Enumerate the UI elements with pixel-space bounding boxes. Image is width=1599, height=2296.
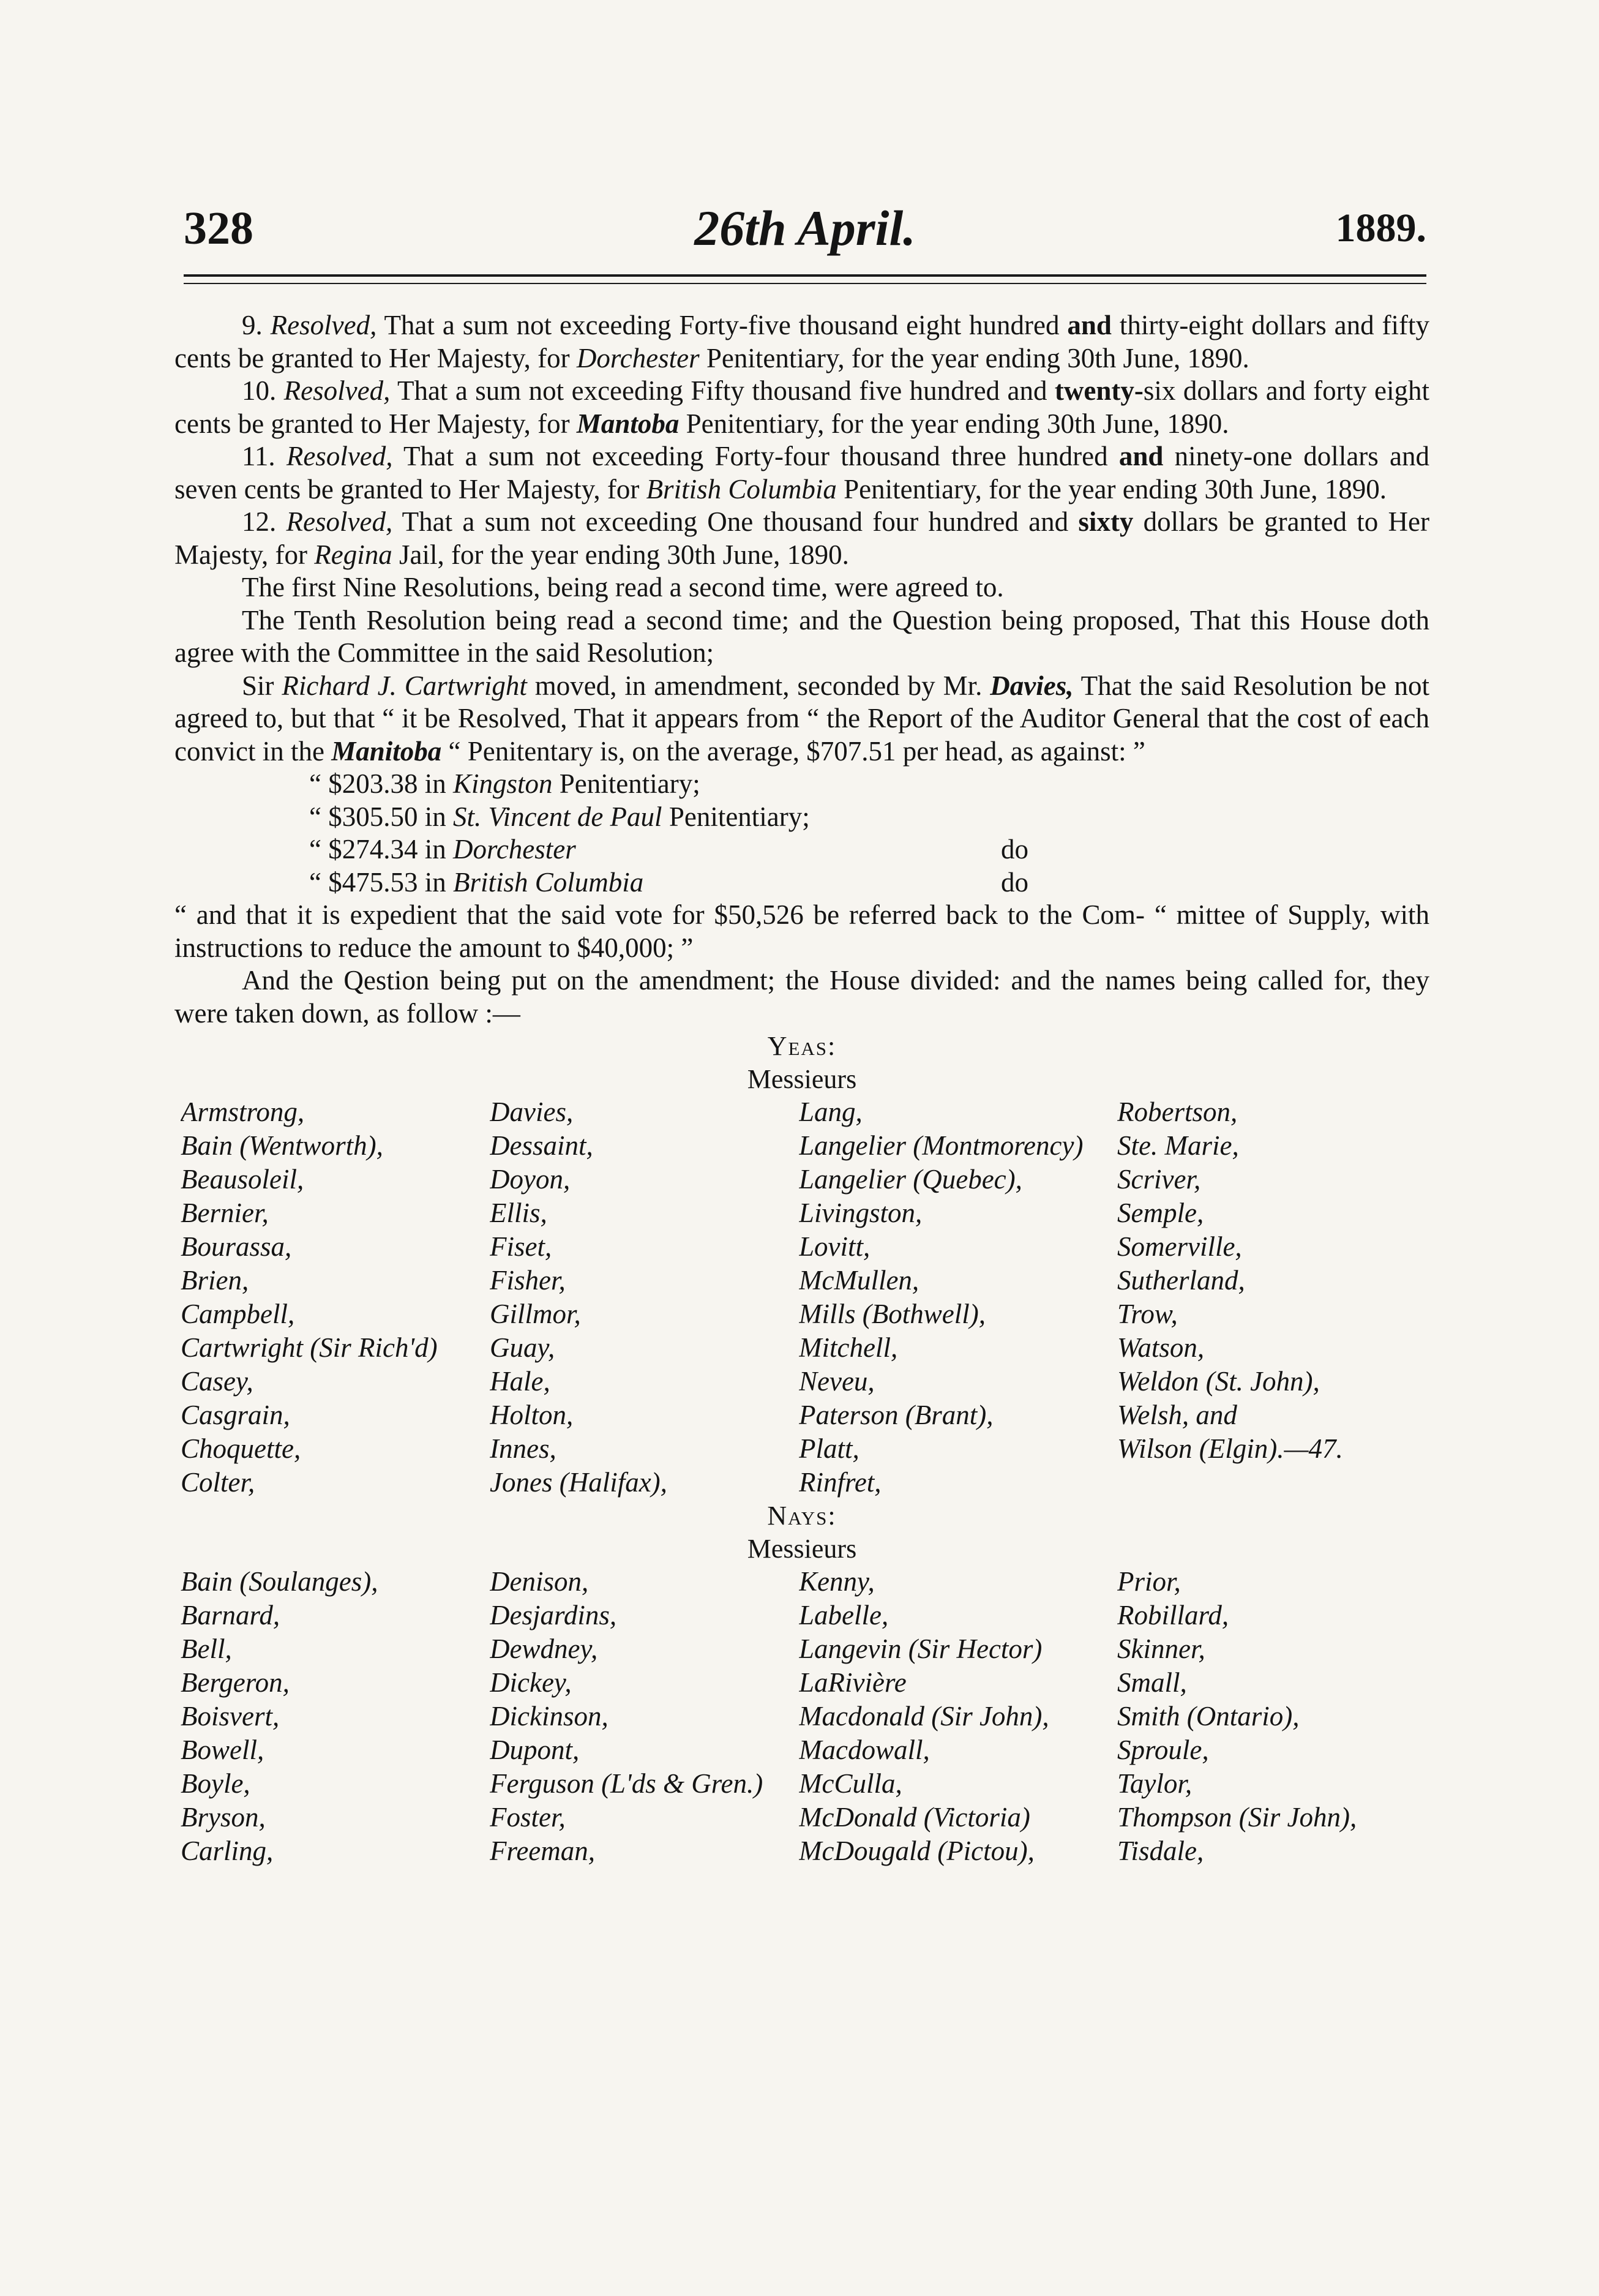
member-name: Desjardins,	[490, 1600, 617, 1630]
member-name: Boisvert,	[181, 1701, 280, 1731]
member-name: Prior,	[1117, 1566, 1181, 1597]
member-name: Bell,	[181, 1634, 232, 1664]
member-name: LaRivière	[799, 1667, 907, 1698]
member-name: Lang,	[799, 1097, 863, 1127]
cost-st-vincent: “ $305.50 in St. Vincent de Paul Penitentiary;	[309, 801, 810, 832]
member-name: Bowell,	[181, 1735, 264, 1765]
member-name: Fisher,	[490, 1265, 566, 1296]
member-name: Fiset,	[490, 1231, 552, 1262]
page-number: 328	[184, 203, 253, 254]
member-name: Holton,	[490, 1400, 574, 1430]
member-name: Semple,	[1117, 1198, 1204, 1228]
member-name: Mills (Bothwell),	[799, 1299, 986, 1329]
member-name: Beausoleil,	[181, 1164, 304, 1195]
resolution-10: 10. Resolved, That a sum not exceeding Fifty thousand five hundred and twenty-six dollars and forty eight cents be granted to Her Majesty, for Mantoba Penitentiary, for the year ending 30th June, 1890.	[174, 375, 1429, 439]
member-name: Platt,	[799, 1433, 859, 1464]
member-name: Colter,	[181, 1467, 255, 1498]
yeas-heading: Yeas:	[767, 1031, 837, 1061]
nays-heading: Nays:	[767, 1501, 837, 1531]
member-name: Dewdney,	[490, 1634, 598, 1664]
member-name: Barnard,	[181, 1600, 280, 1630]
member-name: Weldon (St. John),	[1117, 1366, 1320, 1397]
member-name: Langelier (Quebec),	[799, 1164, 1022, 1195]
para-amendment: Sir Richard J. Cartwright moved, in amendment, seconded by Mr. Davies, That the said Resolution be not agreed to, but that “ it be Resolved, That it appears from “ the Report of the Auditor General that the cost of each convict in the Manitoba “ Penitentary is, on the average, $707.51 per head, as against: ”	[174, 670, 1430, 767]
member-name: McCulla,	[799, 1768, 902, 1799]
para-first-nine: The first Nine Resolutions, being read a second time, were agreed to.	[242, 572, 1004, 602]
para-tenth: The Tenth Resolution being read a second time; and the Question being proposed, That this House doth agree with the Committee in the said Resolution;	[174, 604, 1429, 668]
member-name: Casey,	[181, 1366, 253, 1397]
member-name: Neveu,	[799, 1366, 875, 1397]
member-name: Guay,	[490, 1332, 555, 1363]
member-name: Innes,	[490, 1433, 556, 1464]
member-name: Bourassa,	[181, 1231, 292, 1262]
member-name: Dickey,	[490, 1667, 572, 1698]
member-name	[1117, 1466, 1436, 1499]
member-name: Bernier,	[181, 1198, 269, 1228]
member-name: Watson,	[1117, 1332, 1205, 1363]
member-name: Scriver,	[1117, 1164, 1201, 1195]
page-header	[184, 195, 1426, 262]
member-name: Taylor,	[1117, 1768, 1193, 1799]
para-expedient: “ and that it is expedient that the said vote for $50,526 be referred back to the Com- “ mittee of Supply, with instructions to reduce the amount to $40,000; ”	[174, 899, 1429, 963]
member-name: Bain (Soulanges),	[181, 1566, 378, 1597]
member-name: McDougald (Pictou),	[799, 1836, 1035, 1866]
member-name: Thompson (Sir John),	[1117, 1802, 1357, 1833]
member-name: Gillmor,	[490, 1299, 581, 1329]
member-name: Somerville,	[1117, 1231, 1242, 1262]
member-name: Langevin (Sir Hector)	[799, 1634, 1043, 1664]
member-name: Brien,	[181, 1265, 249, 1296]
member-name: Ellis,	[490, 1198, 547, 1228]
member-name: Mitchell,	[799, 1332, 898, 1363]
member-name: Denison,	[490, 1566, 589, 1597]
member-name: Robillard,	[1117, 1600, 1229, 1630]
member-name: Bergeron,	[181, 1667, 290, 1698]
resolution-11: 11. Resolved, That a sum not exceeding Forty-four thousand three hundred and ninety-one dollars and seven cents be granted to Her Majesty, for British Columbia Penitentiary, for the year ending 30th June, 1890.	[174, 441, 1430, 505]
member-name: Bain (Wentworth),	[181, 1130, 383, 1161]
member-name: Small,	[1117, 1667, 1187, 1698]
resolution-12: 12. Resolved, That a sum not exceeding One thousand four hundred and sixty dollars be granted to Her Majesty, for Regina Jail, for the year ending 30th June, 1890.	[174, 506, 1430, 570]
member-name: Cartwright (Sir Rich'd)	[181, 1332, 438, 1363]
member-name: Livingston,	[799, 1198, 923, 1228]
member-name: Paterson (Brant),	[799, 1400, 994, 1430]
member-name: Doyon,	[490, 1164, 571, 1195]
member-name: McMullen,	[799, 1265, 919, 1296]
member-name: Wilson (Elgin).—47.	[1117, 1433, 1343, 1464]
member-name: Casgrain,	[181, 1400, 290, 1430]
member-name: Bryson,	[181, 1802, 266, 1833]
member-name: Boyle,	[181, 1768, 250, 1799]
cost-dorchester: “ $274.34 in Dorchester do	[309, 834, 1028, 865]
member-name: Macdonald (Sir John),	[799, 1701, 1049, 1731]
resolution-9: 9. Resolved, That a sum not exceeding Forty-five thousand eight hundred and thirty-eight dollars and fifty cents be granted to Her Majesty, for Dorchester Penitentiary, for the year ending 30th June, 1890.	[174, 310, 1430, 373]
member-name: Jones (Halifax),	[490, 1467, 667, 1498]
member-name: Rinfret,	[799, 1467, 882, 1498]
member-name: McDonald (Victoria)	[799, 1802, 1030, 1833]
member-name: Dessaint,	[490, 1130, 593, 1161]
member-name: Langelier (Montmorency)	[799, 1130, 1084, 1161]
header-rule-thin	[184, 283, 1426, 284]
member-name: Armstrong,	[181, 1097, 305, 1127]
member-name: Foster,	[490, 1802, 566, 1833]
member-name: Smith (Ontario),	[1117, 1701, 1300, 1731]
header-date: 26th April.	[694, 200, 916, 256]
member-name: Kenny,	[799, 1566, 875, 1597]
member-name: Choquette,	[181, 1433, 301, 1464]
member-name: Campbell,	[181, 1299, 295, 1329]
yeas-names-list	[181, 1095, 1429, 1499]
yeas-messieurs: Messieurs	[747, 1064, 857, 1094]
member-name: Trow,	[1117, 1299, 1178, 1329]
member-name: Lovitt,	[799, 1231, 871, 1262]
member-name: Robertson,	[1117, 1097, 1238, 1127]
cost-kingston: “ $203.38 in Kingston Penitentiary;	[309, 768, 700, 799]
nays-messieurs: Messieurs	[747, 1533, 857, 1564]
member-name: Ferguson (L'ds & Gren.)	[490, 1768, 763, 1799]
member-name: Freeman,	[490, 1836, 596, 1866]
header-year: 1889.	[1335, 206, 1426, 250]
header-rule-thick	[184, 274, 1426, 277]
member-name: Hale,	[490, 1366, 550, 1397]
member-name: Sutherland,	[1117, 1265, 1245, 1296]
member-name: Welsh, and	[1117, 1400, 1237, 1430]
member-name: Macdowall,	[799, 1735, 930, 1765]
member-name: Sproule,	[1117, 1735, 1209, 1765]
member-name: Labelle,	[799, 1600, 889, 1630]
member-name: Dupont,	[490, 1735, 580, 1765]
para-question: And the Qestion being put on the amendment; the House divided: and the names being called for, they were taken down, as follow :—	[174, 965, 1429, 1029]
member-name: Davies,	[490, 1097, 574, 1127]
journal-body	[174, 309, 1429, 1868]
member-name: Ste. Marie,	[1117, 1130, 1239, 1161]
cost-british-columbia: “ $475.53 in British Columbia do	[309, 866, 1028, 898]
nays-names-list	[181, 1565, 1429, 1868]
member-name: Tisdale,	[1117, 1836, 1204, 1866]
member-name: Dickinson,	[490, 1701, 609, 1731]
member-name: Skinner,	[1117, 1634, 1205, 1664]
member-name: Carling,	[181, 1836, 274, 1866]
